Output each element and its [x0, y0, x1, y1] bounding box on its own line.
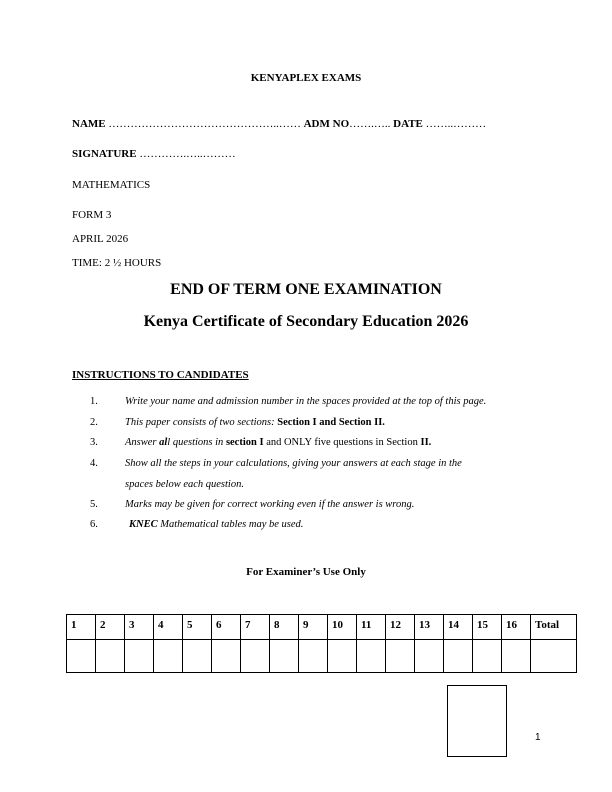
score-cell[interactable] — [444, 640, 473, 673]
score-column-header: 5 — [183, 615, 212, 640]
score-cell[interactable] — [154, 640, 183, 673]
score-cell[interactable] — [299, 640, 328, 673]
exam-date: APRIL 2026 — [72, 233, 129, 245]
adm-field[interactable]: …….….. — [349, 118, 391, 130]
instruction-fragment: and ONLY five questions in Section — [263, 437, 421, 448]
score-cell[interactable] — [328, 640, 357, 673]
score-cell[interactable] — [415, 640, 444, 673]
page-number: 1 — [535, 732, 541, 743]
score-cell[interactable] — [357, 640, 386, 673]
signature-label: SIGNATURE — [72, 148, 137, 160]
score-column-header: 7 — [241, 615, 270, 640]
score-table — [66, 614, 577, 673]
instruction-text: Write your name and admission number in the spaces provided at the top of this page. — [125, 396, 487, 407]
instruction-text — [129, 519, 303, 530]
instruction-emphasis: Section I and Section II. — [277, 417, 385, 428]
score-column-header: 13 — [415, 615, 444, 640]
score-column-header: 11 — [357, 615, 386, 640]
score-column-header: 4 — [154, 615, 183, 640]
score-cell[interactable] — [125, 640, 154, 673]
exams-title: KENYAPLEX EXAMS — [250, 72, 362, 84]
score-column-header: 15 — [473, 615, 502, 640]
score-column-header: 9 — [299, 615, 328, 640]
score-column-header: Total — [531, 615, 577, 640]
score-cell[interactable] — [67, 640, 96, 673]
name-label: NAME — [72, 118, 106, 130]
score-cell[interactable] — [386, 640, 415, 673]
score-cell[interactable] — [183, 640, 212, 673]
examiner-heading: For Examiner’s Use Only — [246, 566, 366, 578]
instructions-heading: INSTRUCTIONS TO CANDIDATES — [72, 369, 249, 381]
score-column-header: 16 — [502, 615, 531, 640]
score-column-header: 2 — [96, 615, 125, 640]
score-cell[interactable] — [270, 640, 299, 673]
instruction-fragment: l questions in — [167, 437, 226, 448]
subject: MATHEMATICS — [72, 179, 151, 191]
adm-label: ADM NO — [303, 118, 350, 130]
instruction-number: 4. — [90, 458, 98, 469]
instruction-emphasis: al — [159, 437, 168, 448]
instruction-text: Show all the steps in your calculations, giving your answers at each stage in the — [125, 458, 462, 469]
score-header-row — [67, 615, 577, 640]
certificate-title: Kenya Certificate of Secondary Education 2026 — [143, 313, 469, 330]
score-cell[interactable] — [96, 640, 125, 673]
score-column-header: 1 — [67, 615, 96, 640]
score-cell[interactable] — [473, 640, 502, 673]
total-score-cell[interactable] — [531, 640, 577, 673]
score-column-header: 12 — [386, 615, 415, 640]
instruction-fragment: Answer — [125, 437, 160, 448]
form-level: FORM 3 — [72, 209, 112, 221]
grand-total-box[interactable] — [447, 685, 507, 757]
signature-field[interactable]: ………….…..……… — [139, 148, 236, 160]
instruction-number: 5. — [90, 499, 98, 510]
instruction-text-continued: spaces below each question. — [125, 479, 244, 490]
instruction-number: 1. — [90, 396, 98, 407]
instruction-text: Marks may be given for correct working even if the answer is wrong. — [125, 499, 415, 510]
date-field[interactable]: ……..……… — [425, 118, 487, 130]
instruction-text — [125, 417, 385, 428]
name-field[interactable]: ………………………………………..…… — [108, 118, 301, 130]
instruction-emphasis: II. — [420, 437, 432, 448]
instruction-fragment: Mathematical tables may be used. — [157, 519, 304, 530]
score-cell[interactable] — [212, 640, 241, 673]
instruction-emphasis: KNEC — [129, 519, 158, 530]
score-column-header: 3 — [125, 615, 154, 640]
score-cell[interactable] — [502, 640, 531, 673]
name-line — [72, 118, 486, 130]
instruction-number: 2. — [90, 417, 98, 428]
score-column-header: 14 — [444, 615, 473, 640]
score-entry-row — [67, 640, 577, 673]
score-column-header: 6 — [212, 615, 241, 640]
score-column-header: 10 — [328, 615, 357, 640]
score-column-header: 8 — [270, 615, 299, 640]
signature-line — [72, 148, 236, 160]
instruction-number: 6. — [90, 519, 98, 530]
exam-time: TIME: 2 ½ HOURS — [72, 257, 162, 269]
instruction-text — [125, 437, 431, 448]
score-cell[interactable] — [241, 640, 270, 673]
exam-title: END OF TERM ONE EXAMINATION — [170, 281, 442, 298]
instruction-number: 3. — [90, 437, 98, 448]
instruction-fragment: This paper consists of two sections: — [125, 417, 278, 428]
date-label: DATE — [393, 118, 423, 130]
instruction-emphasis: section I — [225, 437, 264, 448]
